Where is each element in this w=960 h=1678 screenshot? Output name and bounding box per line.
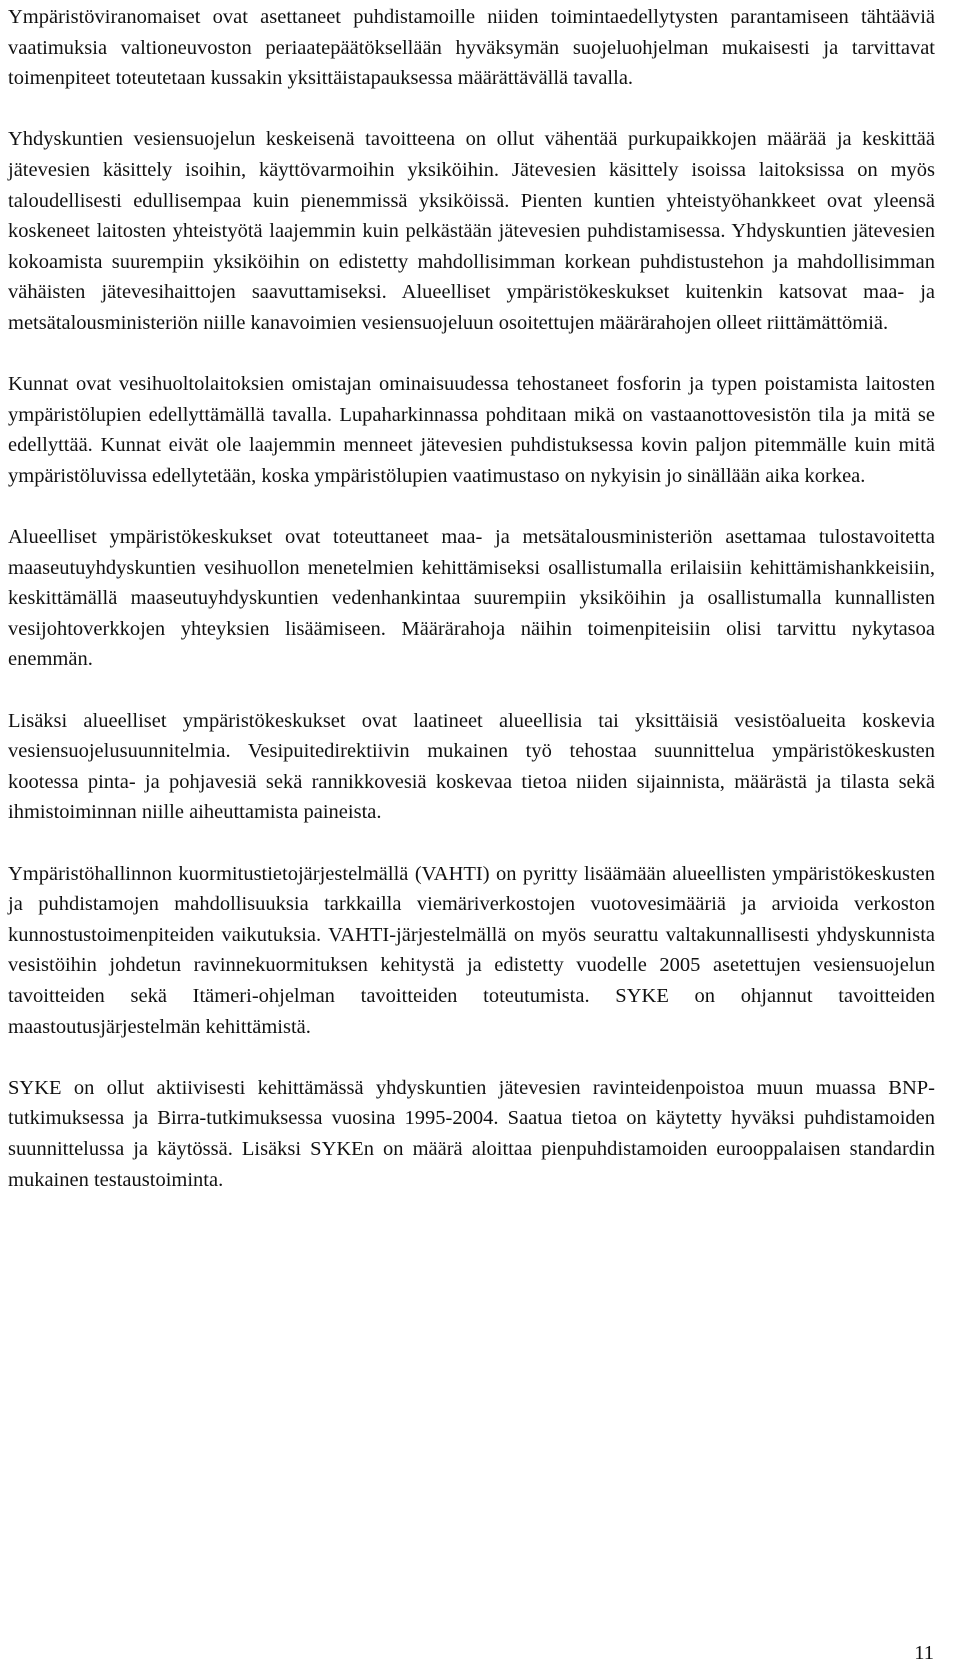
paragraph-water-protection-goals: Yhdyskuntien vesiensuojelun keskeisenä tavoitteena on ollut vähentää purkupaikkojen määrää ja keskittää jätevesien käsittely isoihin, käyttövarmoihin yksiköihin. Jätevesien käsittely isoissa laitoksissa on myös taloudellisesti edullisempaa kuin pienemmissä yksiköissä. Pienten kuntien yhteistyöhankkeet ovat yleensä koskeneet laitosten yhteistyötä laajemmin kuin pelkästään jätevesien puhdistamisessa. Yhdyskuntien jätevesien kokoamista suurempiin yksiköihin on edistetty mahdollisimman korkean puhdistustehon ja mahdollisimman vähäisten jätevesihaittojen saavuttamiseksi. Alueelliset ympäristökeskukset kuitenkin katsovat maa- ja metsätalousministeriön niille kanavoimien vesiensuojeluun osoitettujen määrärahojen olleet riittämättömiä. — [8, 128, 935, 334]
page-number: 11 — [914, 1642, 934, 1664]
paragraph-vahti-system: Ympäristöhallinnon kuormitustietojärjestelmällä (VAHTI) on pyritty lisäämään alueellisten ympäristökeskusten ja puhdistamojen mahdollisuuksia tarkkailla viemäriverkostojen vuotovesimääriä ja arvioida verkoston kunnostustoimenpiteiden vaikutuksia. VAHTI-järjestelmällä on myös seurattu valtakunnallisesti yhdyskunnista vesistöihin johdetun ravinnekuormituksen kehitystä ja edistetty vuodelle 2005 asetettujen vesiensuojelun tavoitteiden sekä Itämeri-ohjelman tavoitteiden toteutumista. SYKE on ohjannut tavoitteiden maastoutusjärjestelmän kehittämistä. — [8, 862, 935, 1038]
paragraph-wastewater-requirements: Ympäristöviranomaiset ovat asettaneet puhdistamoille niiden toimintaedellytysten parantamiseen tähtääviä vaatimuksia valtioneuvoston periaatepäätöksellään hyväksymän suojeluohjelman mukaisesti ja tarvittavat toimenpiteet toteutetaan kussakin yksittäistapauksessa määrättävällä tavalla. — [8, 6, 935, 90]
paragraph-water-protection-plans: Lisäksi alueelliset ympäristökeskukset ovat laatineet alueellisia tai yksittäisiä vesistöalueita koskevia vesiensuojelusuunnitelmia. Vesipuitedirektiivin mukainen työ tehostaa suunnittelua ympäristökeskusten kootessa pinta- ja pohjavesiä sekä rannikkovesiä koskevaa tietoa niiden sijainnista, määrästä ja tilasta sekä ihmistoiminnan niille aiheuttamista paineista. — [8, 709, 935, 824]
paragraph-syke-research: SYKE on ollut aktiivisesti kehittämässä yhdyskuntien jätevesien ravinteidenpoistoa muun muassa BNP-tutkimuksessa ja Birra-tutkimuksessa vuosina 1995-2004. Saatua tietoa on käytetty hyväksi puhdistamoiden suunnittelussa ja käytössä. Lisäksi SYKEn on määrä aloittaa pienpuhdistamoiden eurooppalaisen standardin mukainen testaustoiminta. — [8, 1076, 935, 1191]
paragraph-rural-water-supply: Alueelliset ympäristökeskukset ovat toteuttaneet maa- ja metsätalousministeriön asettamaa tulostavoitetta maaseutuyhdyskuntien vesihuollon menetelmien kehittämiseksi osallistumalla erilaisiin kehittämishankkeisiin, keskittämällä maaseutuyhdyskuntien vedenhankintaa suurempiin yksiköihin ja osallistumalla kunnallisten vesijohtoverkkojen yhteyksien lisäämiseen. Määrärahoja näihin toimenpiteisiin olisi tarvittu nykytasoa enemmän. — [8, 526, 935, 671]
paragraph-municipal-nutrient-removal: Kunnat ovat vesihuoltolaitoksien omistajan ominaisuudessa tehostaneet fosforin ja typen poistamista laitosten ympäristölupien edellyttämällä tavalla. Lupaharkinnassa pohditaan mikä on vastaanottovesistön tila ja mitä se edellyttää. Kunnat eivät ole laajemmin menneet jätevesien puhdistuksessa kovin paljon pitemmälle kuin mitä ympäristöluvissa edellytetään, koska ympäristölupien vaatimustaso on nykyisin jo sinällään aika korkea. — [8, 373, 935, 487]
